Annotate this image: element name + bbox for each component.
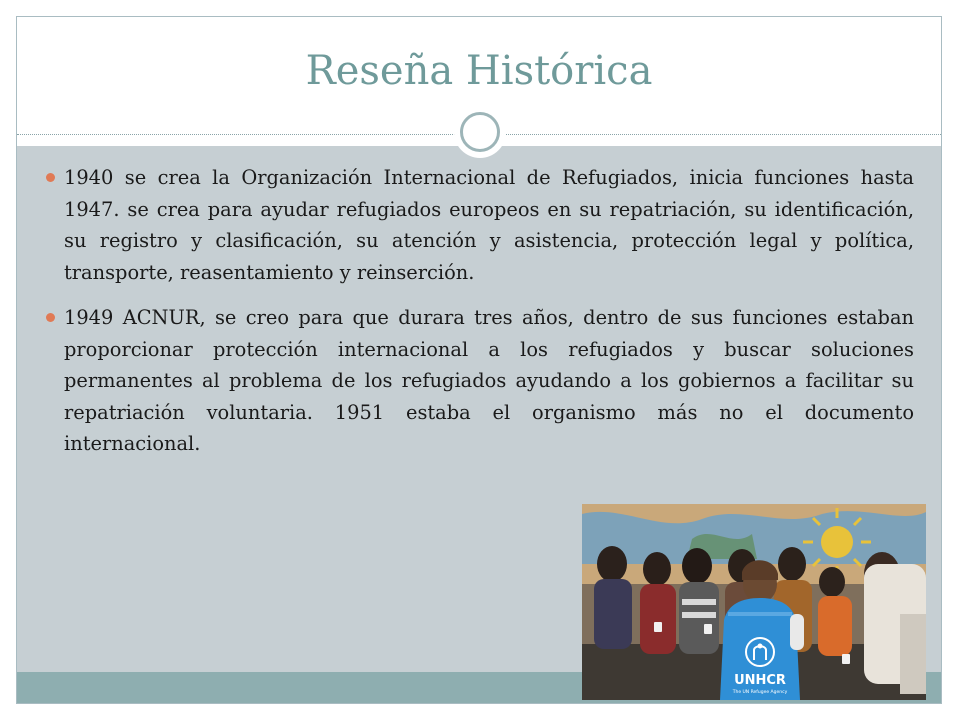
bullet-list xyxy=(44,162,914,474)
bullet-dot-icon xyxy=(46,173,55,182)
vest-logo-text: UNHCR xyxy=(734,673,786,688)
bullet-text: 1949 ACNUR, se creo para que durara tres años, dentro de sus funciones estaban proporcionar protección internacional a los refugiados y buscar soluciones permanentes al problema de los refugiados ayudando a los gobiernos a facilitar su repatriación voluntaria. 1951 estaba el organismo más no el documento internacional. xyxy=(64,306,914,455)
slide-title: Reseña Histórica xyxy=(305,48,653,94)
refugees-photo xyxy=(582,504,926,700)
bullet-text: 1940 se crea la Organización Internacional de Refugiados, inicia funciones hasta 1947. se crea para ayudar refugiados europeos en su repatriación, su identificación, su registro y clasificación, su atención y asistencia, protección legal y política, transporte, reasentamiento y reinserción. xyxy=(64,166,914,284)
bullet-item-1940 xyxy=(44,162,914,288)
vest-logo-subtext: The UN Refugee Agency xyxy=(732,690,788,695)
bullet-item-1949 xyxy=(44,302,914,460)
circle-ornament-icon xyxy=(454,106,506,158)
bullet-dot-icon xyxy=(46,313,55,322)
